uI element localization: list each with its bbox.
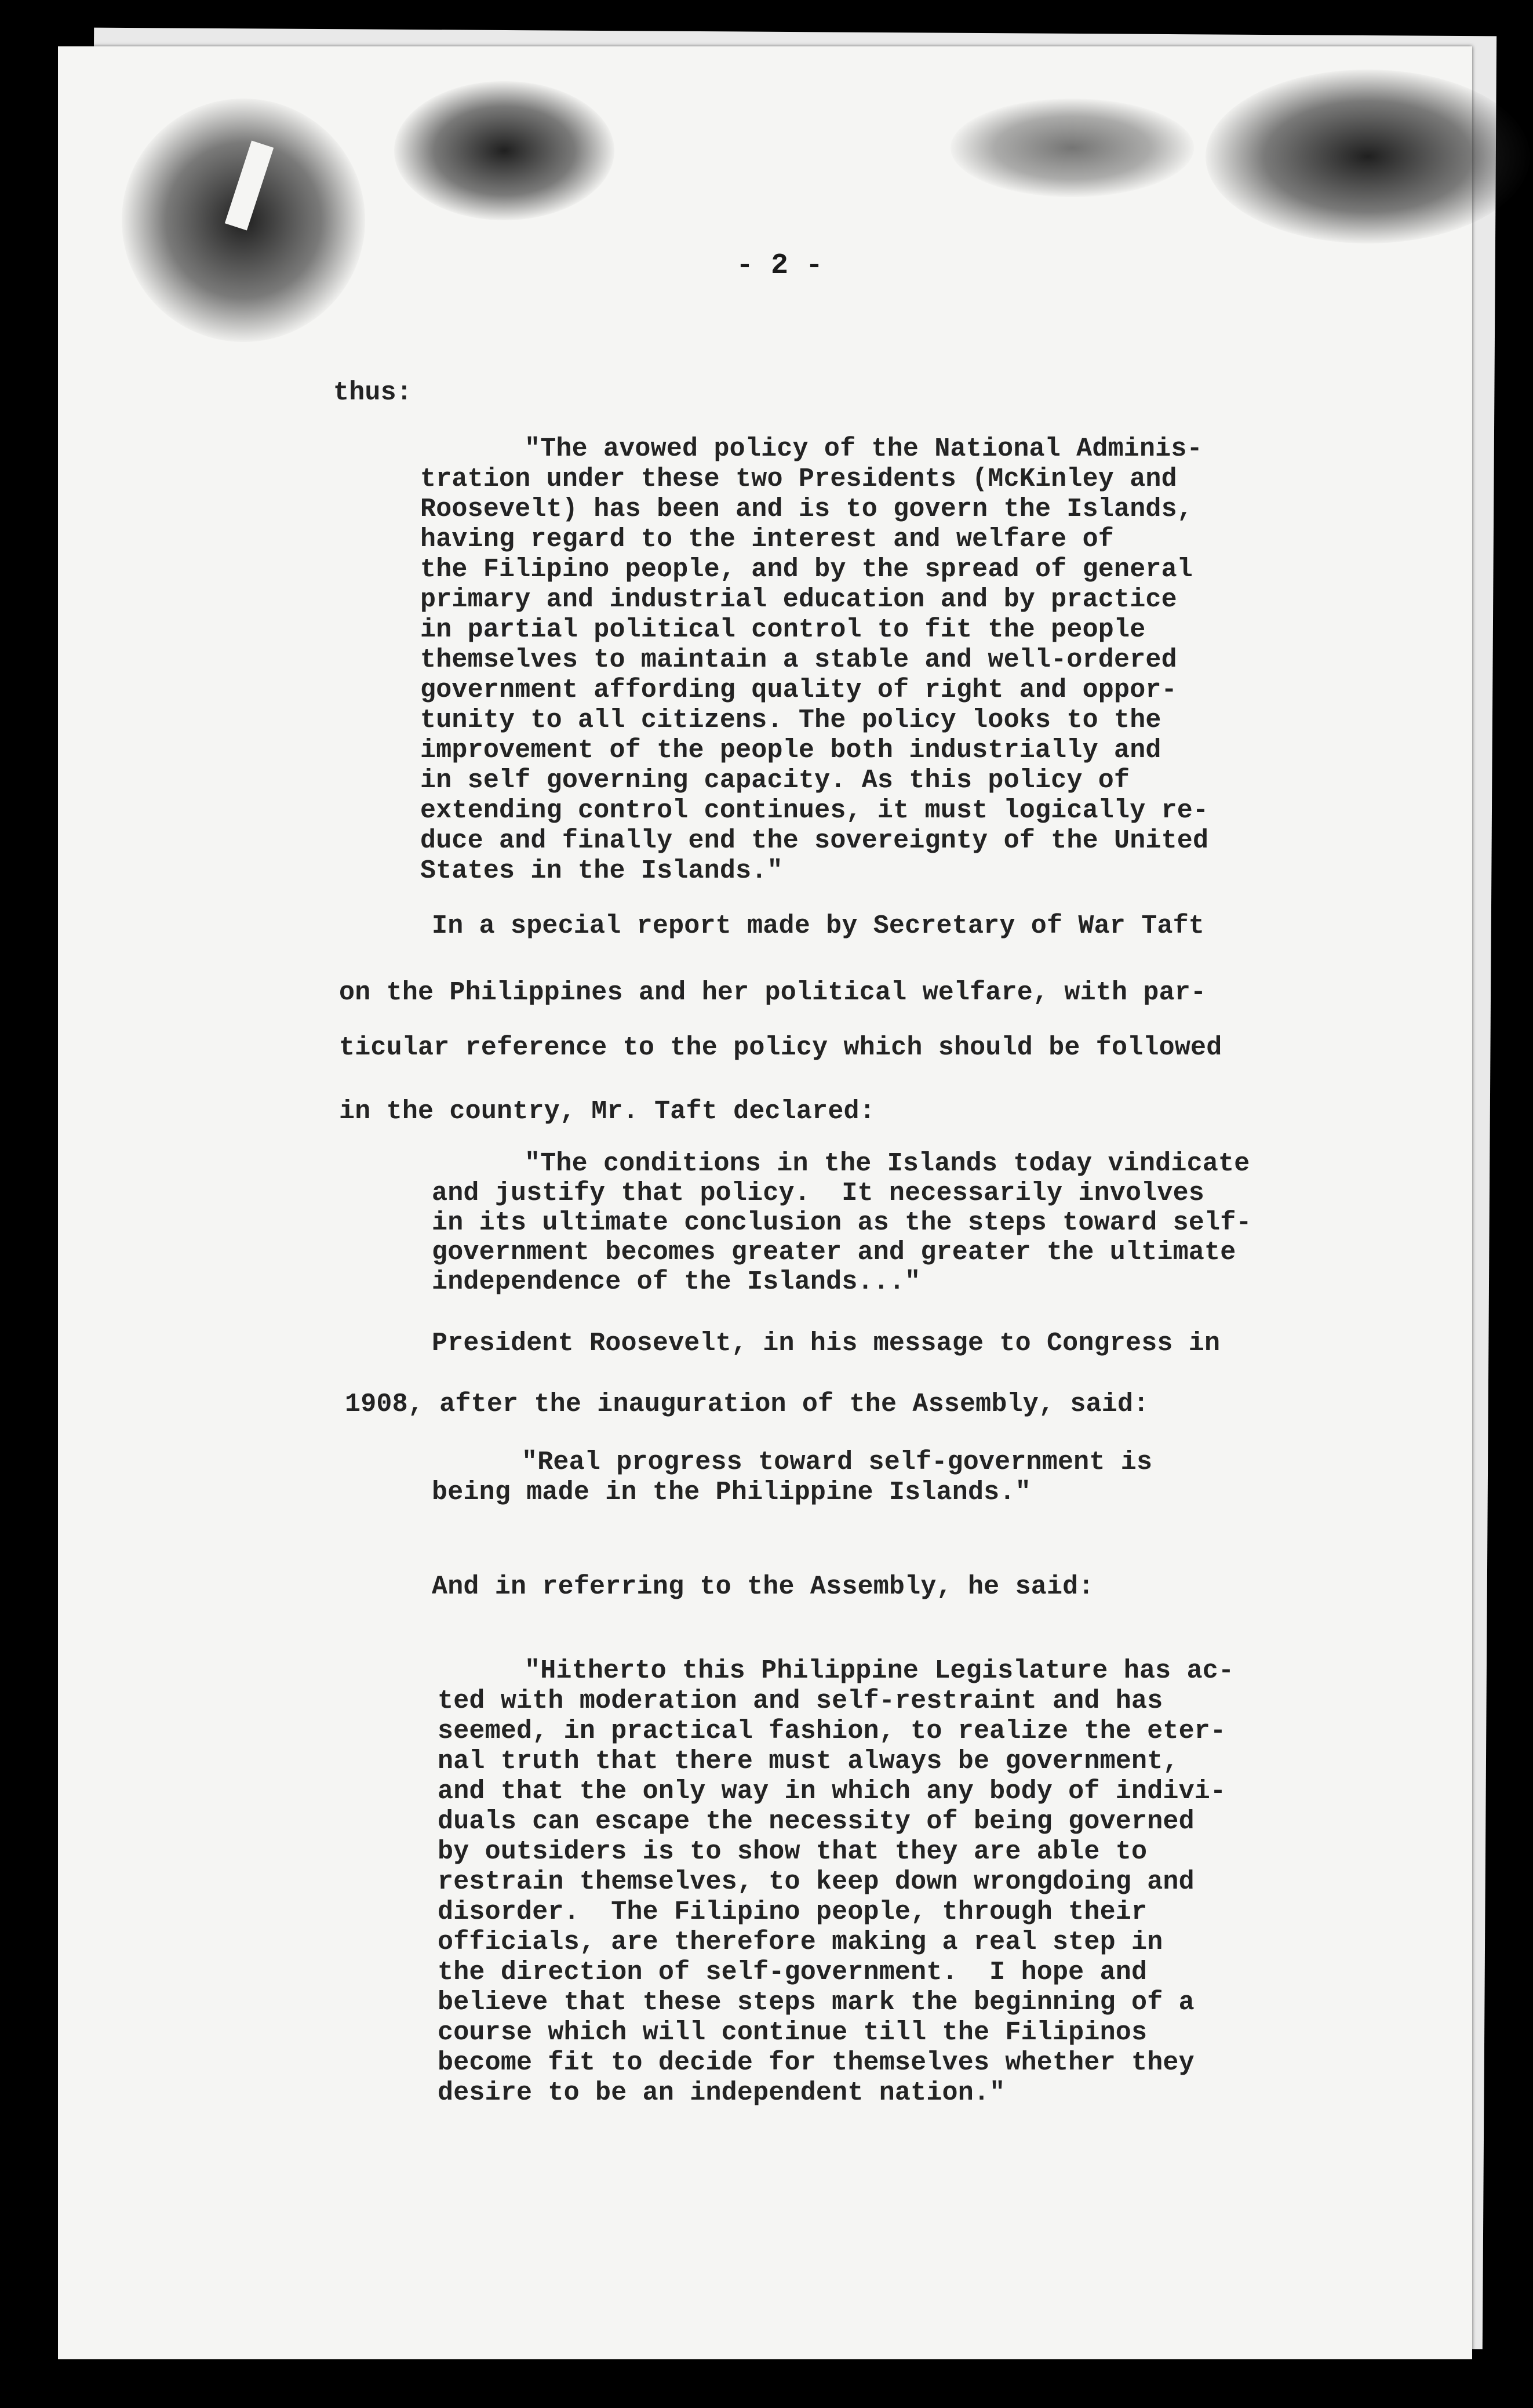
- ink-smudge: [394, 81, 614, 220]
- quote-line: desire to be an independent nation.": [438, 2078, 1006, 2108]
- quote-line: "The avowed policy of the National Adminis-: [525, 434, 1203, 464]
- quote-line: become fit to decide for themselves whether they: [438, 2048, 1195, 2078]
- quote-line: "Hitherto this Philippine Legislature has ac-: [525, 1656, 1235, 1686]
- quote-line: and that the only way in which any body of indivi-: [438, 1777, 1226, 1806]
- quote-line: seemed, in practical fashion, to realize the eter-: [438, 1716, 1226, 1746]
- quote-line: "Real progress toward self-government is: [522, 1447, 1153, 1477]
- quote-line: in its ultimate conclusion as the steps toward self-: [432, 1208, 1252, 1238]
- quote-line: independence of the Islands...": [432, 1267, 921, 1297]
- quote-line: duals can escape the necessity of being governed: [438, 1807, 1195, 1836]
- quote-line: ted with moderation and self-restraint and has: [438, 1686, 1163, 1716]
- quote-line: Roosevelt) has been and is to govern the Islands,: [420, 494, 1193, 524]
- quote-line: having regard to the interest and welfare of: [420, 525, 1114, 554]
- quote-line: the direction of self-government. I hope and: [438, 1958, 1148, 1987]
- body-line: on the Philippines and her political welfare, with par-: [339, 978, 1207, 1007]
- quote-line: and justify that policy. It necessarily involves: [432, 1178, 1205, 1208]
- quote-line: government becomes greater and greater the ultimate: [432, 1238, 1236, 1267]
- quote-line: the Filipino people, and by the spread of general: [420, 555, 1193, 584]
- quote-line: in self governing capacity. As this policy of: [420, 766, 1130, 795]
- ink-smudge: [951, 99, 1194, 197]
- page-number: - 2 -: [736, 249, 824, 282]
- quote-line: government affording quality of right and oppor-: [420, 675, 1177, 705]
- quote-line: States in the Islands.": [420, 856, 783, 886]
- quote-line: officials, are therefore making a real step in: [438, 1927, 1163, 1957]
- paragraph-assembly: And in referring to the Assembly, he said:: [432, 1572, 1094, 1602]
- lead-in-text: thus:: [333, 378, 413, 408]
- quote-line: believe that these steps mark the beginning of a: [438, 1988, 1195, 2017]
- quote-line: improvement of the people both industrially and: [420, 736, 1161, 765]
- body-line: In a special report made by Secretary of War Taft: [432, 911, 1205, 941]
- quote-line: primary and industrial education and by practice: [420, 585, 1177, 614]
- quote-line: in partial political control to fit the people: [420, 615, 1146, 645]
- quote-line: "The conditions in the Islands today vindicate: [525, 1149, 1250, 1178]
- quote-line: nal truth that there must always be government,: [438, 1747, 1179, 1776]
- quote-line: course which will continue till the Filipinos: [438, 2018, 1148, 2047]
- quote-line: extending control continues, it must logically re-: [420, 796, 1209, 825]
- quote-line: duce and finally end the sovereignty of the United: [420, 826, 1209, 856]
- body-line: President Roosevelt, in his message to Congress in: [432, 1329, 1221, 1358]
- quote-line: tration under these two Presidents (McKinley and: [420, 464, 1177, 494]
- quote-line: disorder. The Filipino people, through their: [438, 1897, 1148, 1927]
- ink-smudge: [1206, 70, 1530, 243]
- body-line: in the country, Mr. Taft declared:: [339, 1097, 875, 1126]
- quote-line: restrain themselves, to keep down wrongdoing and: [438, 1867, 1195, 1897]
- body-line: 1908, after the inauguration of the Assembly, said:: [345, 1389, 1149, 1419]
- quote-line: being made in the Philippine Islands.": [432, 1478, 1031, 1507]
- body-line: ticular reference to the policy which should be followed: [339, 1033, 1222, 1063]
- quote-line: themselves to maintain a stable and well-ordered: [420, 645, 1177, 675]
- quote-line: tunity to all citizens. The policy looks to the: [420, 705, 1161, 735]
- quote-line: by outsiders is to show that they are able to: [438, 1837, 1148, 1867]
